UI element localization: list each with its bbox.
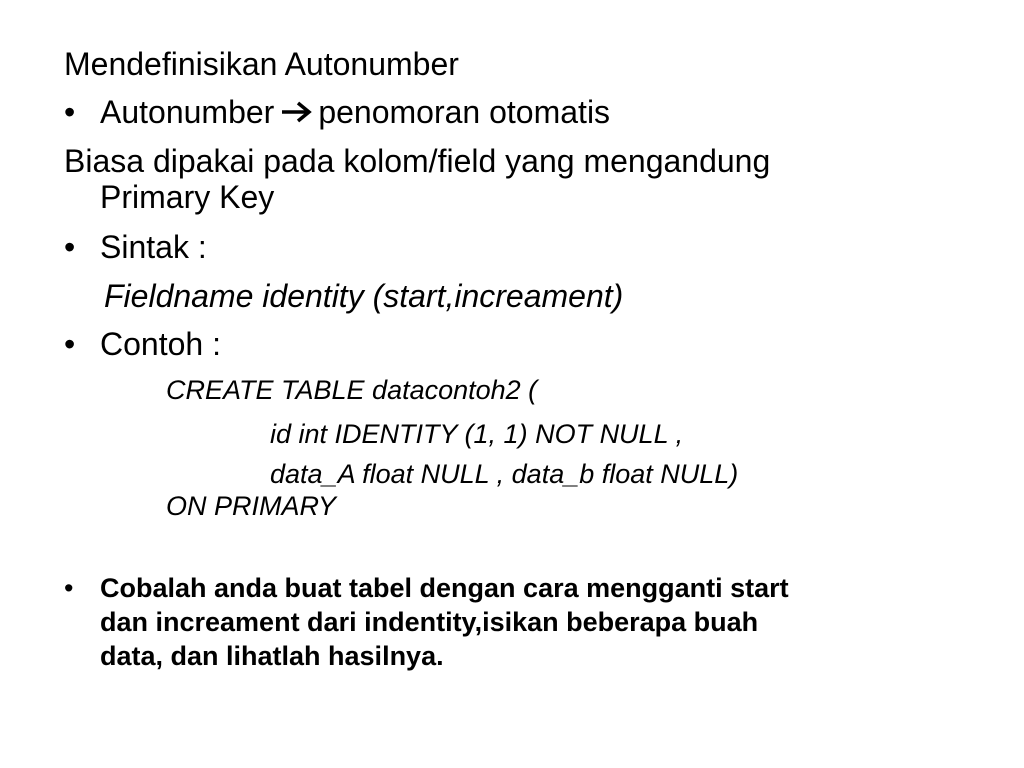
bullet-icon: • [64, 326, 76, 362]
right-arrow-icon [280, 100, 314, 124]
code-line-2: id int IDENTITY (1, 1) NOT NULL , [270, 419, 684, 449]
code-line-3: data_A float NULL , data_b float NULL) [270, 459, 739, 489]
exercise-line-3: data, dan lihatlah hasilnya. [100, 641, 444, 671]
code-line-1: CREATE TABLE datacontoh2 ( [166, 375, 538, 405]
syntax-label: Sintak : [100, 229, 207, 265]
usage-line-1: Biasa dipakai pada kolom/field yang mengandung [64, 143, 771, 179]
exercise-line-2: dan increament dari indentity,isikan beberapa buah [100, 607, 759, 637]
code-line-4: ON PRIMARY [166, 491, 337, 521]
bullet-icon: • [64, 229, 76, 265]
autonumber-description: penomoran otomatis [318, 94, 611, 130]
autonumber-definition [100, 96, 610, 128]
autonumber-term: Autonumber [100, 94, 275, 130]
exercise-line-1: Cobalah anda buat tabel dengan cara mengganti start [100, 573, 789, 603]
bullet-icon: • [64, 94, 76, 130]
example-label: Contoh : [100, 326, 221, 362]
slide-title: Mendefinisikan Autonumber [64, 46, 459, 82]
bullet-icon: • [64, 573, 74, 603]
usage-line-2: Primary Key [100, 179, 275, 215]
syntax-text: Fieldname identity (start,increament) [104, 278, 624, 314]
